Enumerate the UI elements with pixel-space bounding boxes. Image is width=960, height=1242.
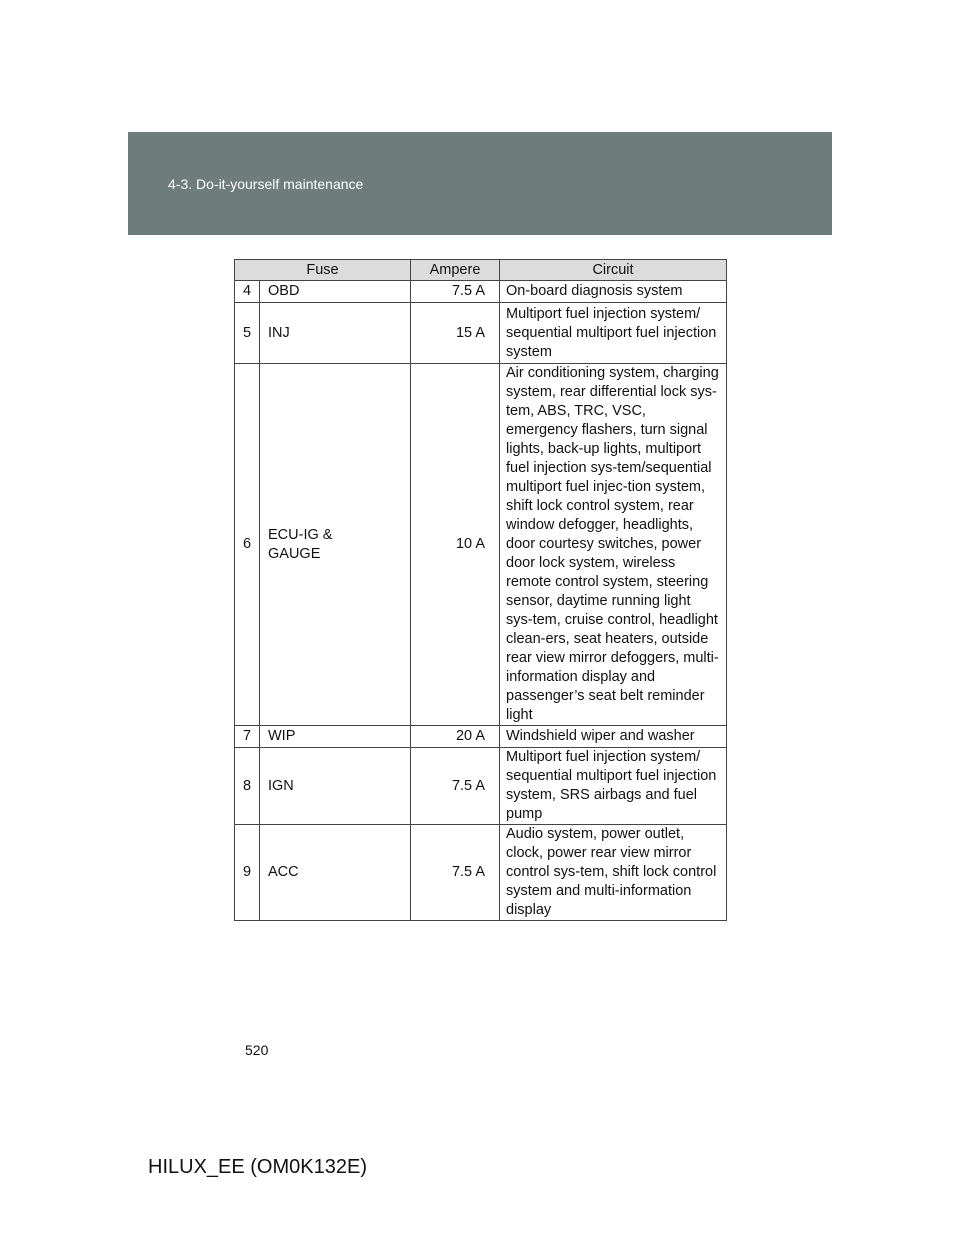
table-row <box>235 281 727 303</box>
fuse-ampere: 20 A <box>411 726 500 748</box>
column-header-fuse: Fuse <box>235 260 411 281</box>
manual-code: HILUX_EE (OM0K132E) <box>148 1156 367 1178</box>
fuse-circuit: On-board diagnosis system <box>500 281 727 303</box>
header-band <box>128 132 832 235</box>
fuse-number: 4 <box>235 281 260 303</box>
fuse-number: 6 <box>235 364 260 726</box>
fuse-circuit: Multiport fuel injection system/ sequential multiport fuel injection system <box>500 303 727 364</box>
fuse-circuit: Multiport fuel injection system/ sequential multiport fuel injection system, SRS airbags and fuel pump <box>500 748 727 825</box>
fuse-ampere: 7.5 A <box>411 281 500 303</box>
fuse-ampere: 15 A <box>411 303 500 364</box>
page-number: 520 <box>245 1042 269 1058</box>
fuse-number: 7 <box>235 726 260 748</box>
fuse-ampere: 7.5 A <box>411 825 500 921</box>
fuse-number: 9 <box>235 825 260 921</box>
fuse-circuit: Windshield wiper and washer <box>500 726 727 748</box>
fuse-table <box>234 259 727 921</box>
table-row <box>235 303 727 364</box>
column-header-circuit: Circuit <box>500 260 727 281</box>
fuse-name: ECU-IG & GAUGE <box>260 364 411 726</box>
table-row <box>235 825 727 921</box>
column-header-ampere: Ampere <box>411 260 500 281</box>
table-row <box>235 364 727 726</box>
fuse-circuit: Audio system, power outlet, clock, power rear view mirror control sys-tem, shift lock control system and multi-information display <box>500 825 727 921</box>
table-row <box>235 748 727 825</box>
table-header-row <box>235 260 727 281</box>
fuse-name: ACC <box>260 825 411 921</box>
fuse-ampere: 10 A <box>411 364 500 726</box>
section-title: 4-3. Do-it-yourself maintenance <box>168 176 364 192</box>
fuse-name: OBD <box>260 281 411 303</box>
fuse-name: IGN <box>260 748 411 825</box>
fuse-number: 8 <box>235 748 260 825</box>
fuse-number: 5 <box>235 303 260 364</box>
fuse-name: INJ <box>260 303 411 364</box>
fuse-circuit: Air conditioning system, charging system, rear differential lock sys-tem, ABS, TRC, VSC, emergency flashers, turn signal lights, back-up lights, multiport fuel injection sys-tem/sequential multiport fuel injec-tion system, shift lock control system, rear window defogger, headlights, door courtesy switches, power door lock system, wireless remote control system, steering sensor, daytime running light sys-tem, cruise control, headlight clean-ers, seat heaters, outside rear view mirror defoggers, multi-information display and passenger’s seat belt reminder light <box>500 364 727 726</box>
fuse-name: WIP <box>260 726 411 748</box>
table-row <box>235 726 727 748</box>
fuse-ampere: 7.5 A <box>411 748 500 825</box>
